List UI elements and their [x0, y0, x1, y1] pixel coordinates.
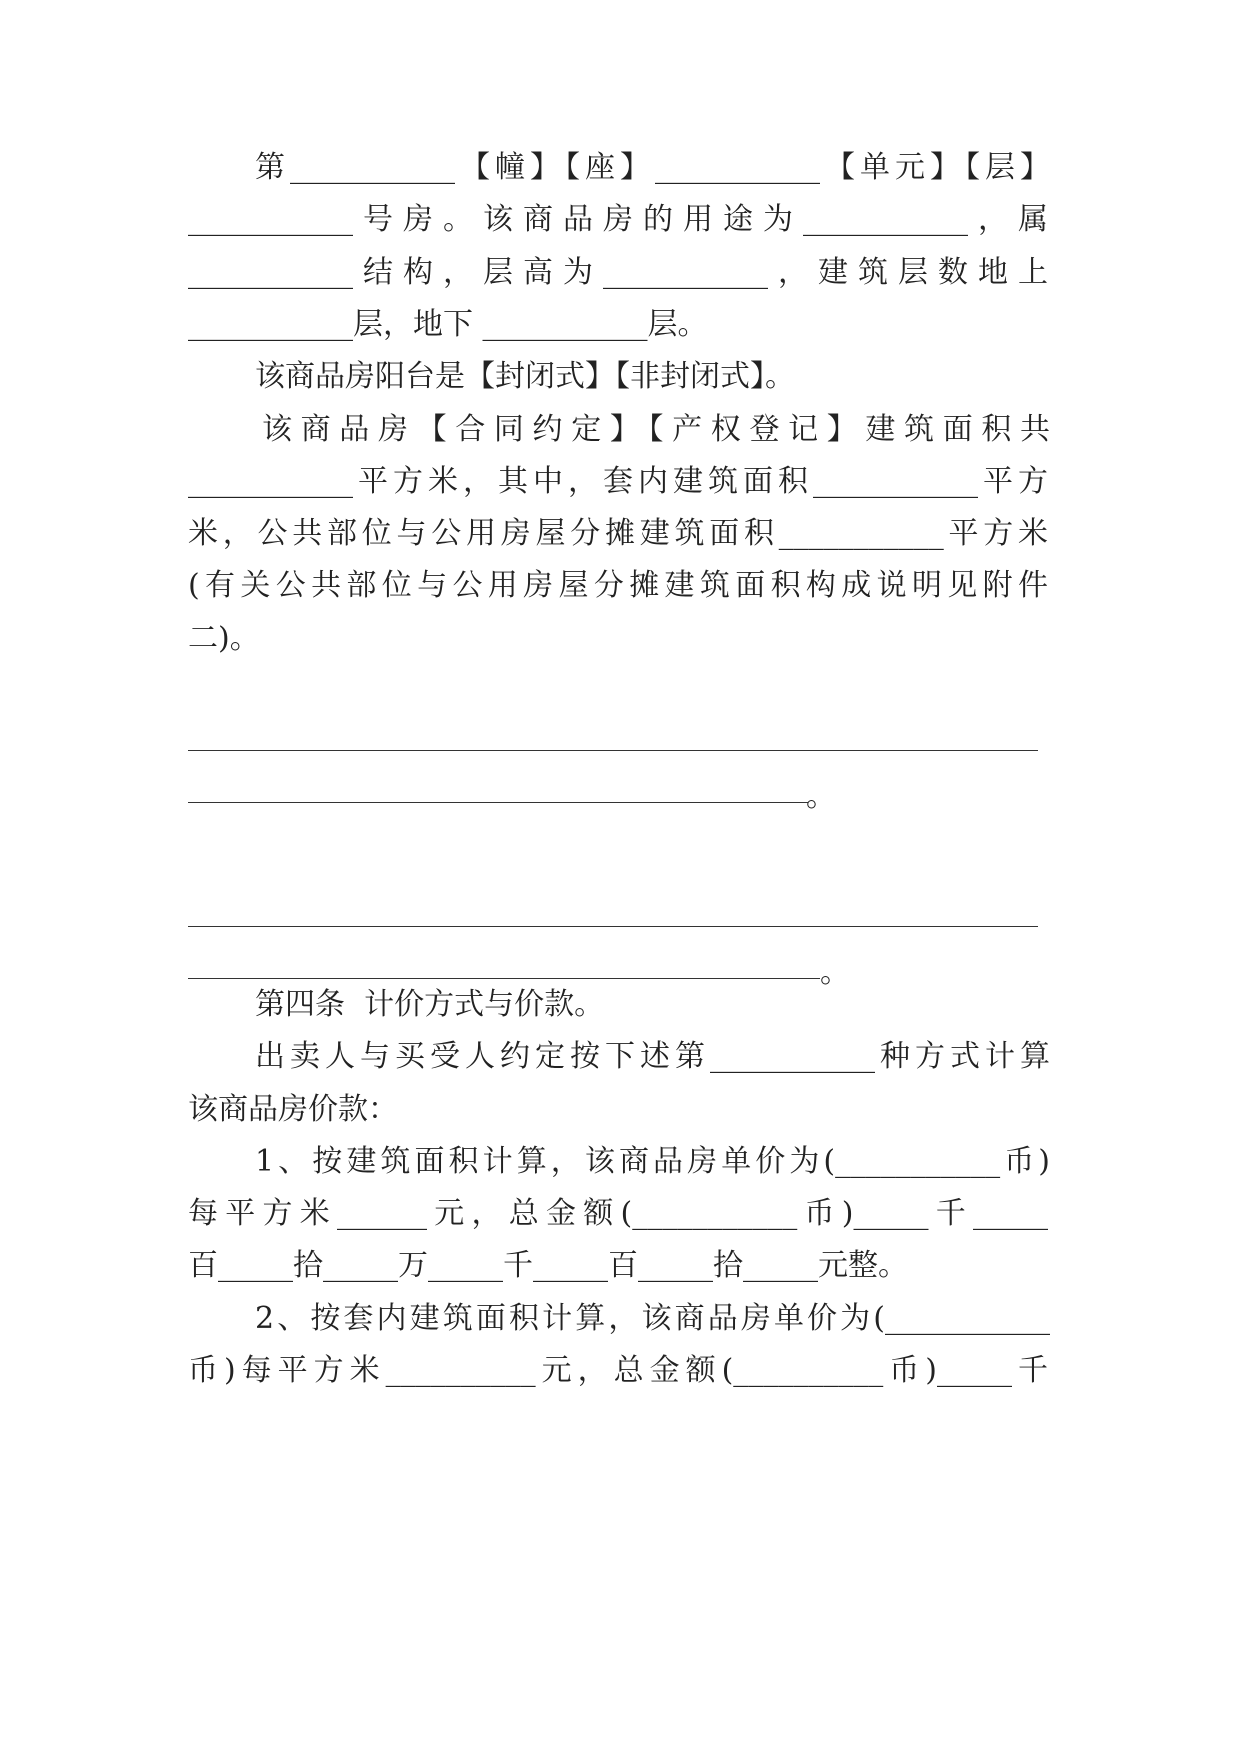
text-line: 2、按套内建筑面积计算，该商品房单价为(___________ [255, 1301, 1050, 1336]
text-line: 该商品房【合同约定】【产权登记】建筑面积共 [262, 412, 1050, 447]
text-line: 第___________【幢】【座】___________【单元】【层】 [255, 150, 1050, 185]
text-line: ___________平方米，其中，套内建筑面积___________平方 [188, 464, 1048, 499]
text-line: ___________号房。该商品房的用途为___________，属 [188, 202, 1048, 237]
period-mark: 。 [806, 779, 836, 814]
text-line: 二)。 [188, 621, 260, 656]
text-line: ___________结构，层高为___________，建筑层数地上 [188, 255, 1048, 290]
text-line: 该商品房价款： [188, 1092, 398, 1127]
blank-fill-line [188, 926, 1038, 927]
text-line: 每平方米______元，总金额(___________币)_____千_____ [188, 1196, 1048, 1231]
text-line: ___________层，地下 ___________层。 [188, 307, 708, 342]
text-line: (有关公共部位与公用房屋分摊建筑面积构成说明见附件 [188, 568, 1048, 603]
period-mark: 。 [820, 955, 850, 990]
blank-fill-line [188, 978, 820, 979]
text-line: 米，公共部位与公用房屋分摊建筑面积___________平方米 [188, 516, 1048, 551]
blank-fill-line [188, 802, 808, 803]
text-line: 出卖人与买受人约定按下述第___________种方式计算 [255, 1039, 1050, 1074]
blank-fill-line [188, 750, 1038, 751]
text-line: 百_____拾_____万_____千_____百_____拾_____元整。 [188, 1248, 908, 1283]
text-line: 1、按建筑面积计算，该商品房单价为(___________币) [255, 1144, 1050, 1179]
text-line: 该商品房阳台是【封闭式】【非封闭式】。 [255, 359, 795, 394]
article-heading: 第四条 计价方式与价款。 [255, 987, 605, 1022]
text-line: 币)每平方米__________元，总金额(__________币)_____千 [188, 1353, 1048, 1388]
